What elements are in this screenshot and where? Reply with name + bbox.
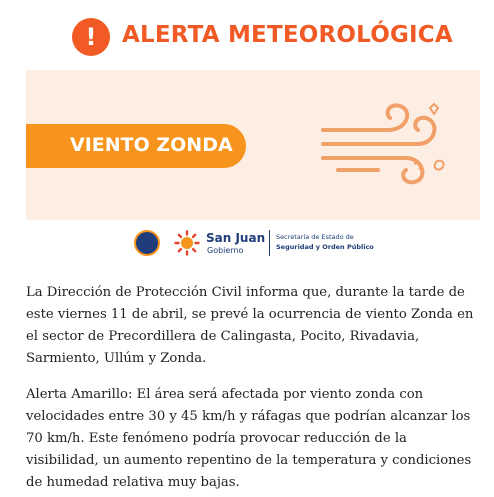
government-subtitle: Gobierno	[207, 246, 244, 255]
banner-header	[26, 0, 480, 70]
wind-icon	[318, 100, 448, 190]
secretariat-line-2: Seguridad y Orden Público	[276, 243, 374, 251]
exclamation-circle-icon: !	[72, 18, 110, 56]
banner-footer-logos	[26, 220, 480, 268]
article-paragraph-2: Alerta Amarillo: El área será afectada por viento zonda con velocidades entre 30 y 45 km/h y ráfagas que podrían alcanzar los 70 km/h. Este fenómeno podría provocar reducción de la visibilidad, un aumento repentino de la temperatura y condiciones de humedad relativa muy bajas.	[26, 387, 472, 490]
civil-protection-logo	[134, 230, 160, 256]
event-label: VIENTO ZONDA	[70, 134, 233, 156]
secretariat-line-1: Secretaría de Estado de	[276, 233, 354, 241]
san-juan-sun-logo	[174, 230, 200, 256]
alert-title: ALERTA METEOROLÓGICA	[122, 22, 453, 48]
alert-banner-image	[26, 0, 480, 268]
banner-illustration	[26, 70, 480, 220]
government-name: San Juan	[206, 231, 266, 245]
logo-divider	[269, 230, 270, 256]
article-paragraph-1: La Dirección de Protección Civil informa que, durante la tarde de este viernes 11 de abril, se prevé la ocurrencia de viento Zonda en el sector de Precordillera de Calingasta, Pocito, Rivadavia, Sarmiento, Ullúm y Zonda.	[26, 285, 474, 366]
event-label-bar	[26, 124, 246, 168]
